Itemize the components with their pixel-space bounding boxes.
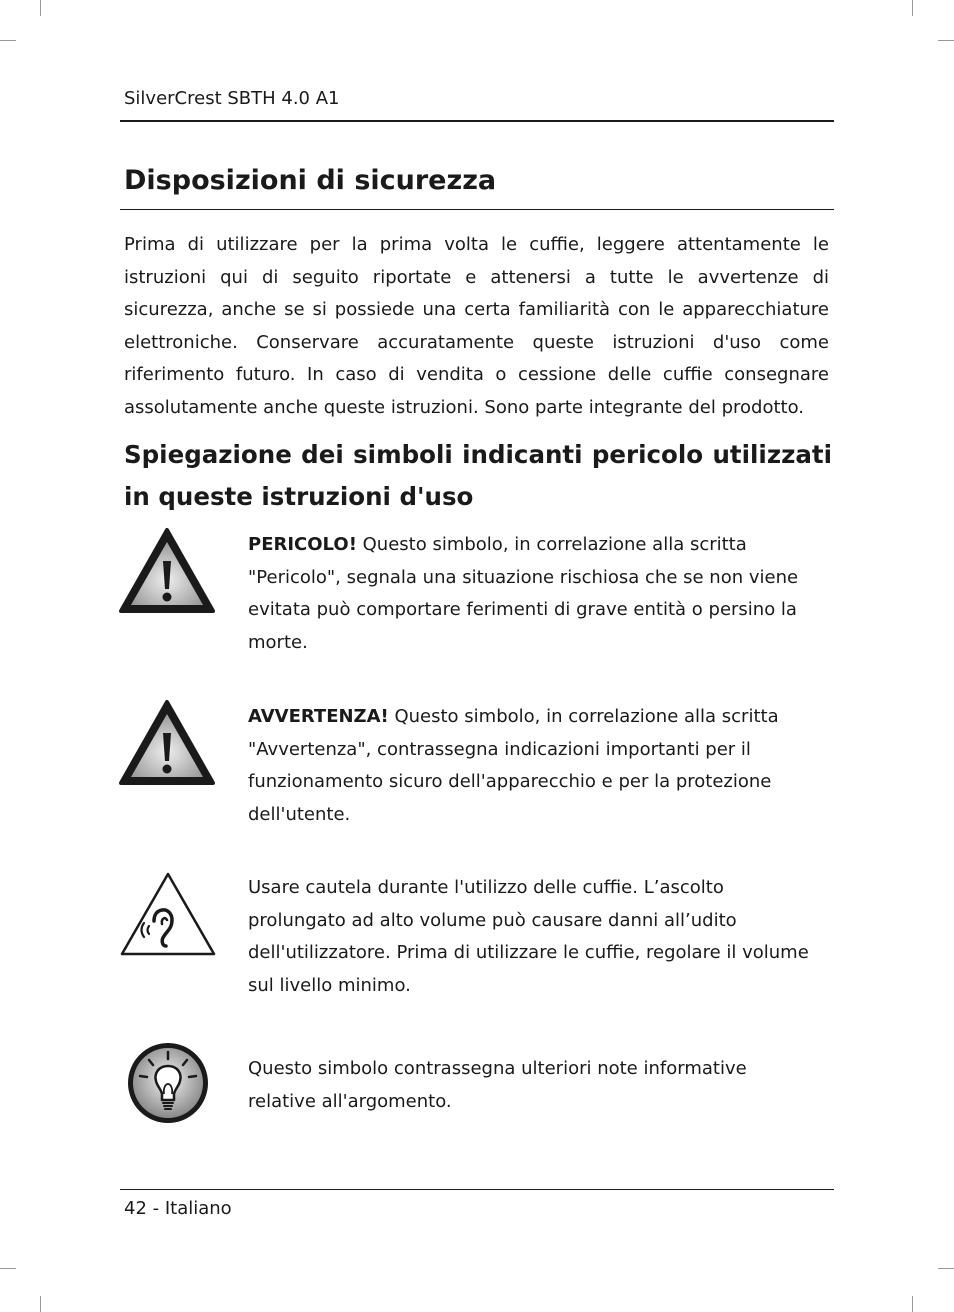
crop-mark bbox=[912, 0, 913, 16]
symbol-text: Questo simbolo, in correlazione alla scritta "Pericolo", segnala una situazione rischiosa che se non viene evitata può comportare ferimenti di grave entità o persino la morte. bbox=[248, 534, 799, 653]
caution-warning-triangle-icon bbox=[118, 699, 216, 787]
symbol-text: Usare cautela durante l'utilizzo delle cuffie. L’ascolto prolungato ad alto volume può causare danni all’udito dell'utilizzatore. Prima di utilizzare le cuffie, regolare il volume sul livello minimo. bbox=[248, 877, 809, 996]
crop-mark bbox=[938, 1268, 954, 1269]
crop-mark bbox=[938, 40, 954, 41]
crop-mark bbox=[0, 40, 16, 41]
symbol-text: Questo simbolo, in correlazione alla scritta "Avvertenza", contrassegna indicazioni importanti per il funzionamento sicuro dell'apparecchio e per la protezione dell'utente. bbox=[248, 706, 779, 825]
symbol-label: AVVERTENZA! bbox=[248, 706, 389, 727]
crop-mark bbox=[40, 1296, 41, 1312]
footer-rule bbox=[120, 1189, 834, 1190]
symbol-description bbox=[248, 872, 818, 1002]
title-rule bbox=[120, 209, 834, 210]
crop-mark bbox=[40, 0, 41, 16]
lightbulb-info-icon bbox=[125, 1040, 211, 1126]
symbol-label: PERICOLO! bbox=[248, 534, 357, 555]
intro-paragraph: Prima di utilizzare per la prima volta le cuffie, leggere attentamente le istruzioni qui di seguito riportate e attenersi a tutte le avvertenze di sicurezza, anche se si possiede una certa familiarità con le apparecchiature elettroniche. Conservare accuratamente queste istruzioni d'uso come riferimento futuro. In caso di vendita o cessione delle cuffie consegnare assolutamente anche queste istruzioni. Sono parte integrante del prodotto. bbox=[124, 234, 829, 418]
danger-warning-triangle-icon bbox=[118, 527, 216, 615]
crop-mark bbox=[0, 1268, 16, 1269]
section-heading: Spiegazione dei simboli indicanti pericolo utilizzati in queste istruzioni d'uso bbox=[124, 440, 832, 511]
page-number: 42 - Italiano bbox=[124, 1198, 232, 1219]
symbol-text: Questo simbolo contrassegna ulteriori note informative relative all'argomento. bbox=[248, 1058, 747, 1112]
hearing-warning-icon bbox=[118, 870, 218, 958]
symbol-description bbox=[248, 529, 818, 659]
symbol-description bbox=[248, 701, 818, 831]
page-title: Disposizioni di sicurezza bbox=[124, 165, 497, 196]
header-rule bbox=[120, 120, 834, 122]
running-header: SilverCrest SBTH 4.0 A1 bbox=[124, 88, 340, 109]
symbol-description bbox=[248, 1053, 818, 1118]
crop-mark bbox=[912, 1296, 913, 1312]
